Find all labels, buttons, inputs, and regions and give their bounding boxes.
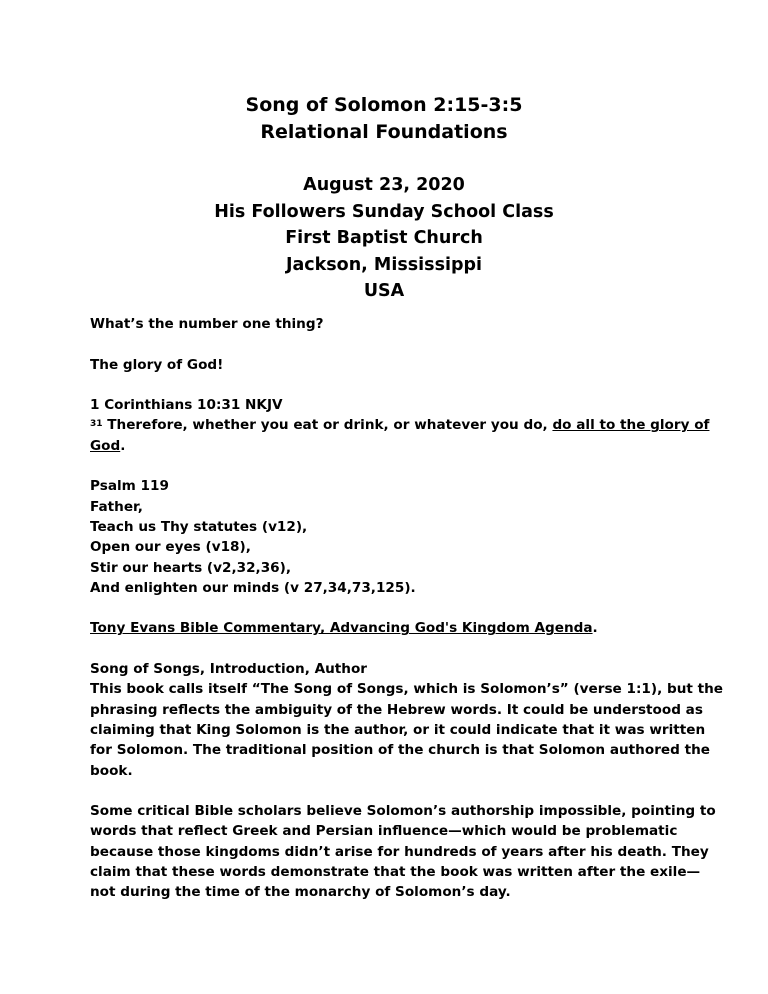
document-title: Song of Solomon 2:15-3:5 (245, 94, 523, 116)
verse-text-line-2 (90, 436, 680, 456)
lesson-header (0, 172, 768, 305)
commentary-title-period: . (592, 620, 598, 637)
paragraph-line: words that reflect Greek and Persian influence—which would be problematic (90, 823, 678, 840)
document-body (90, 314, 723, 903)
paragraph-line: because those kingdoms didn’t arise for hundreds of years after his death. They (90, 843, 709, 860)
intro-question: What’s the number one thing? (90, 316, 324, 332)
title-block (0, 92, 768, 146)
document-subtitle: Relational Foundations (260, 121, 508, 143)
intro-answer: The glory of God! (90, 356, 224, 373)
verse-emphasis-end: God (90, 437, 121, 454)
verse-text-line-1 (90, 415, 710, 435)
section-heading: Song of Songs, Introduction, Author (90, 661, 368, 678)
psalm-line: Father, (90, 498, 143, 515)
verse-period: . (120, 437, 126, 454)
psalm-line: Open our eyes (v18), (90, 539, 251, 556)
psalm-line: Teach us Thy statutes (v12), (90, 518, 308, 535)
verse-emphasis: do all to the glory of (552, 417, 710, 434)
class-name: His Followers Sunday School Class (214, 201, 554, 222)
commentary-title-line (90, 618, 680, 638)
verse-text: Therefore, whether you eat or drink, or whatever you do, (102, 417, 553, 434)
paragraph-line: claim that these words demonstrate that the book was written after the exile— (90, 864, 701, 881)
psalm-line: And enlighten our minds (v 27,34,73,125). (90, 579, 416, 596)
church-city: Jackson, Mississippi (285, 254, 483, 275)
paragraph-line: book. (90, 762, 133, 779)
verse-reference: 1 Corinthians 10:31 NKJV (90, 397, 283, 414)
paragraph-line: claiming that King Solomon is the author, or it could indicate that it was written (90, 721, 706, 738)
paragraph-line: Some critical Bible scholars believe Solomon’s authorship impossible, pointing to (90, 803, 716, 820)
paragraph-line: not during the time of the monarchy of Solomon’s day. (90, 884, 511, 901)
church-name: First Baptist Church (285, 228, 483, 248)
church-country: USA (363, 281, 405, 301)
paragraph-line: This book calls itself “The Song of Songs, which is Solomon’s” (verse 1:1), but the (90, 681, 723, 698)
verse-number: 31 (90, 419, 103, 430)
paragraph-line: phrasing reflects the ambiguity of the Hebrew words. It could be understood as (90, 701, 703, 718)
paragraph-line: for Solomon. The traditional position of the church is that Solomon authored the (90, 742, 710, 759)
commentary-title: Tony Evans Bible Commentary, Advancing God's Kingdom Agenda (90, 620, 593, 637)
psalm-reference: Psalm 119 (90, 478, 169, 495)
psalm-line: Stir our hearts (v2,32,36), (90, 559, 292, 576)
lesson-date: August 23, 2020 (303, 175, 465, 195)
